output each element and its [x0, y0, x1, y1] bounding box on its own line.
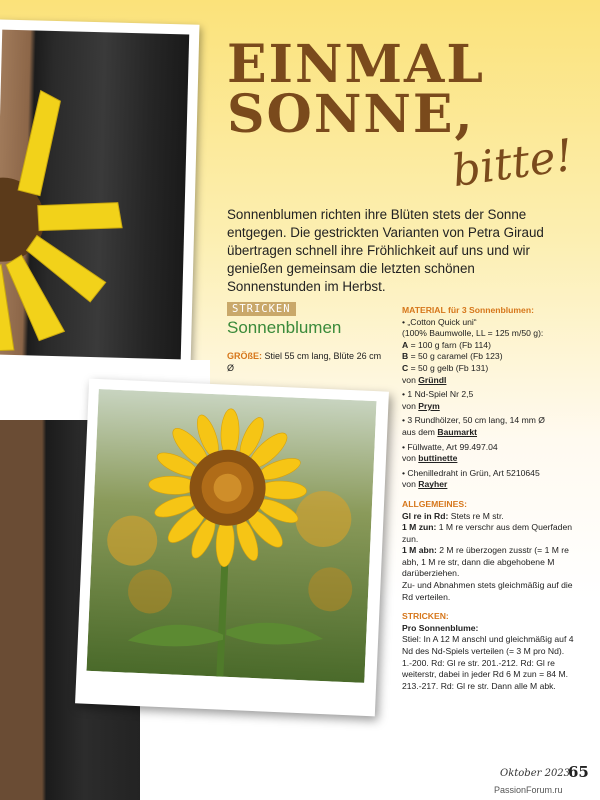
sunflower-photo — [75, 379, 389, 717]
category-label: STRICKEN — [227, 302, 296, 316]
section-heading: Sonnenblumen — [227, 318, 342, 337]
knitted-sunflower-photo — [0, 19, 199, 369]
instructions-column: MATERIAL für 3 Sonnenblumen: • „Cotton Quick uni“ (100% Baumwolle, LL = 125 m/50 g): A = 100 g farn (Fb 114) B = 50 g caramel (Fb 123) C = 50 g gelb (Fb 131) von Gründl • 1 Nd-Spiel Nr 2,5 von Prym • 3 Rundhölzer, 50 cm lang, 14 mm Ø aus dem Baumarkt • Füllwatte, Art 99.497.04 von buttinette • Chenilledraht in Grün, Art 5210645 von Rayher ALLGEMEINES: Gl re in Rd: Stets re M str. 1 M zun: 1 M re verschr aus dem Querfaden zun. 1 M abn: 2 M re überzogen zusstr (= 1 M re abh, 1 M re str, dann die abgehobene M darüberziehen. Zu- und Abnahmen stets gleichmäßig auf die Rd verteilen. STRICKEN: Pro Sonnenblume: Stiel: In A 12 M anschl und gleichmäßig auf 4 Nd des Nd-Spiels verteilen (= 3 M pro Nd). 1.-200. Rd: Gl re str. 201.-212. Rd: Gl re weiterstr, dabei in jeder Rd 6 M zun = 84 M. 213.-217. Rd: Gl re str. Dann alle M abk. — [402, 305, 574, 691]
title-script: bitte! — [449, 129, 577, 198]
page-number: 65 — [568, 763, 589, 781]
sunflower-illustration — [86, 389, 376, 683]
intro-text: Sonnenblumen richten ihre Blüten stets der Sonne entgegen. Die gestrickten Varianten von Petra Giraud übertragen schnell ihre Fröhlichkeit auf uns und wir genießen gemeinsam die letzten schönen Sonnenstunden im Herbst. — [227, 207, 544, 294]
issue-date: Oktober 2023 — [500, 768, 571, 779]
watermark: PassionForum.ru — [494, 785, 563, 795]
page-title: EINMAL SONNE, — [227, 34, 485, 145]
knitted-sunflower-illustration — [0, 30, 189, 360]
size-info: GRÖßE: Stiel 55 cm lang, Blüte 26 cm Ø — [227, 351, 382, 373]
